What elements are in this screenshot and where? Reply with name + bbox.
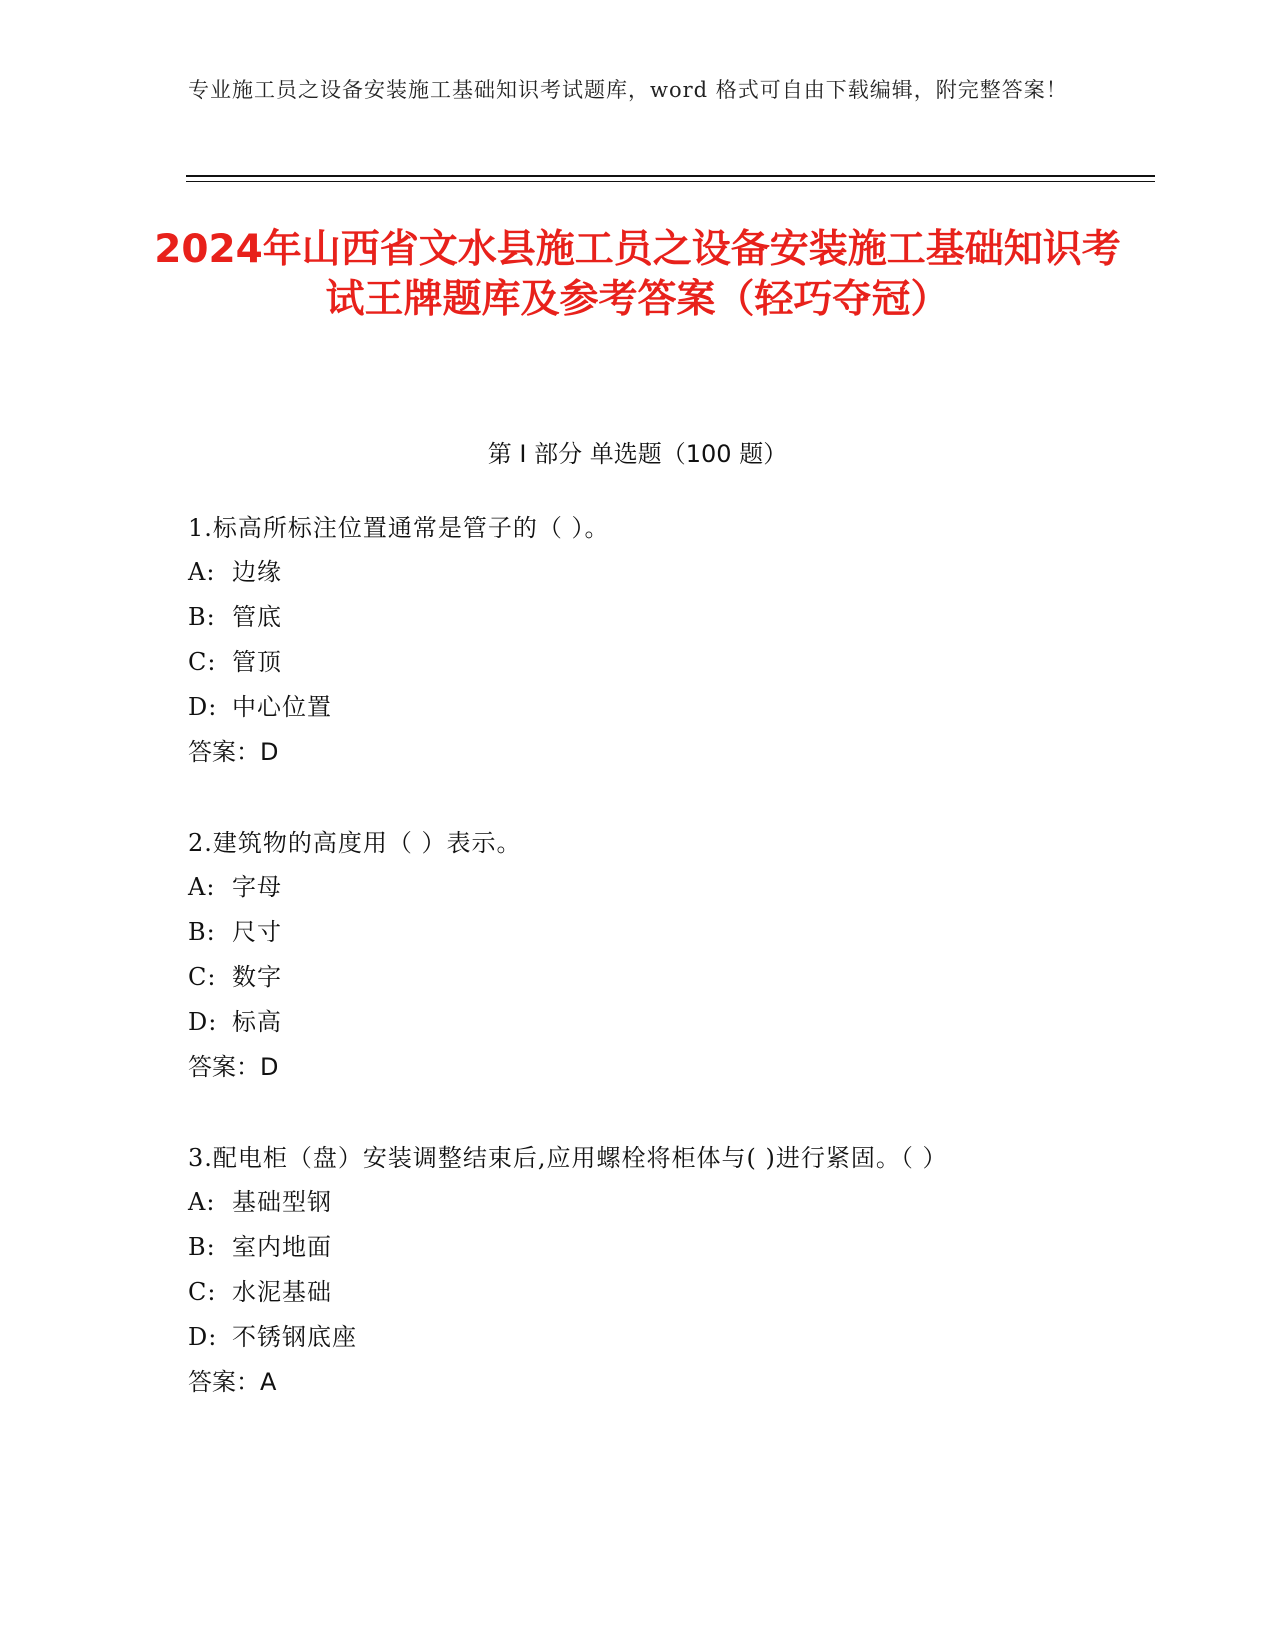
option-text: 标高 xyxy=(232,1008,282,1036)
answer-line: 答案：D xyxy=(188,1053,279,1081)
option-b xyxy=(188,910,1068,955)
question-stem xyxy=(188,1136,1068,1180)
option-text: 数字 xyxy=(232,963,282,991)
option-d xyxy=(188,1315,1068,1360)
question-text: 配电柜（盘）安装调整结束后,应用螺栓将柜体与( )进行紧固。（ ） xyxy=(212,1144,948,1172)
option-c xyxy=(188,955,1068,1000)
option-key: D: xyxy=(188,1323,218,1351)
question-1 xyxy=(188,506,1068,775)
option-key: B: xyxy=(188,918,216,946)
option-d xyxy=(188,1000,1068,1045)
option-b xyxy=(188,1225,1068,1270)
answer-line: 答案：D xyxy=(188,738,279,766)
option-key: B: xyxy=(188,1233,216,1261)
question-2 xyxy=(188,821,1068,1090)
option-text: 边缘 xyxy=(232,558,282,586)
question-text: 标高所标注位置通常是管子的（ ）。 xyxy=(212,514,610,542)
option-c xyxy=(188,1270,1068,1315)
option-text: 基础型钢 xyxy=(232,1188,332,1216)
section-heading: 第 I 部分 单选题（100 题） xyxy=(487,440,788,468)
option-key: A: xyxy=(188,873,216,901)
option-text: 尺寸 xyxy=(232,918,282,946)
option-a xyxy=(188,550,1068,595)
option-a xyxy=(188,865,1068,910)
option-text: 水泥基础 xyxy=(232,1278,332,1306)
option-text: 中心位置 xyxy=(232,693,332,721)
option-key: A: xyxy=(188,558,216,586)
option-text: 管顶 xyxy=(232,648,282,676)
option-c xyxy=(188,640,1068,685)
option-a xyxy=(188,1180,1068,1225)
option-text: 室内地面 xyxy=(232,1233,332,1261)
header-note: 专业施工员之设备安装施工基础知识考试题库，word 格式可自由下载编辑，附完整答案！ xyxy=(188,78,1068,102)
option-text: 字母 xyxy=(232,873,282,901)
question-3 xyxy=(188,1136,1068,1405)
answer-line: 答案：A xyxy=(188,1368,277,1396)
header-rule-thin xyxy=(186,181,1155,182)
header-rule-thick xyxy=(186,175,1155,177)
question-number: 2. xyxy=(188,829,213,857)
question-stem xyxy=(188,506,1068,550)
option-key: B: xyxy=(188,603,216,631)
question-number: 1. xyxy=(188,514,213,542)
option-text: 管底 xyxy=(232,603,282,631)
option-key: C: xyxy=(188,1278,217,1306)
document-title: 2024年山西省文水县施工员之设备安装施工基础知识考试王牌题库及参考答案（轻巧夺冠） xyxy=(154,227,1121,322)
option-d xyxy=(188,685,1068,730)
question-number: 3. xyxy=(188,1144,213,1172)
option-key: D: xyxy=(188,693,218,721)
option-key: D: xyxy=(188,1008,218,1036)
question-text: 建筑物的高度用（ ）表示。 xyxy=(212,829,522,857)
option-key: A: xyxy=(188,1188,216,1216)
question-stem xyxy=(188,821,1068,865)
option-key: C: xyxy=(188,648,217,676)
option-text: 不锈钢底座 xyxy=(232,1323,357,1351)
option-b xyxy=(188,595,1068,640)
option-key: C: xyxy=(188,963,217,991)
